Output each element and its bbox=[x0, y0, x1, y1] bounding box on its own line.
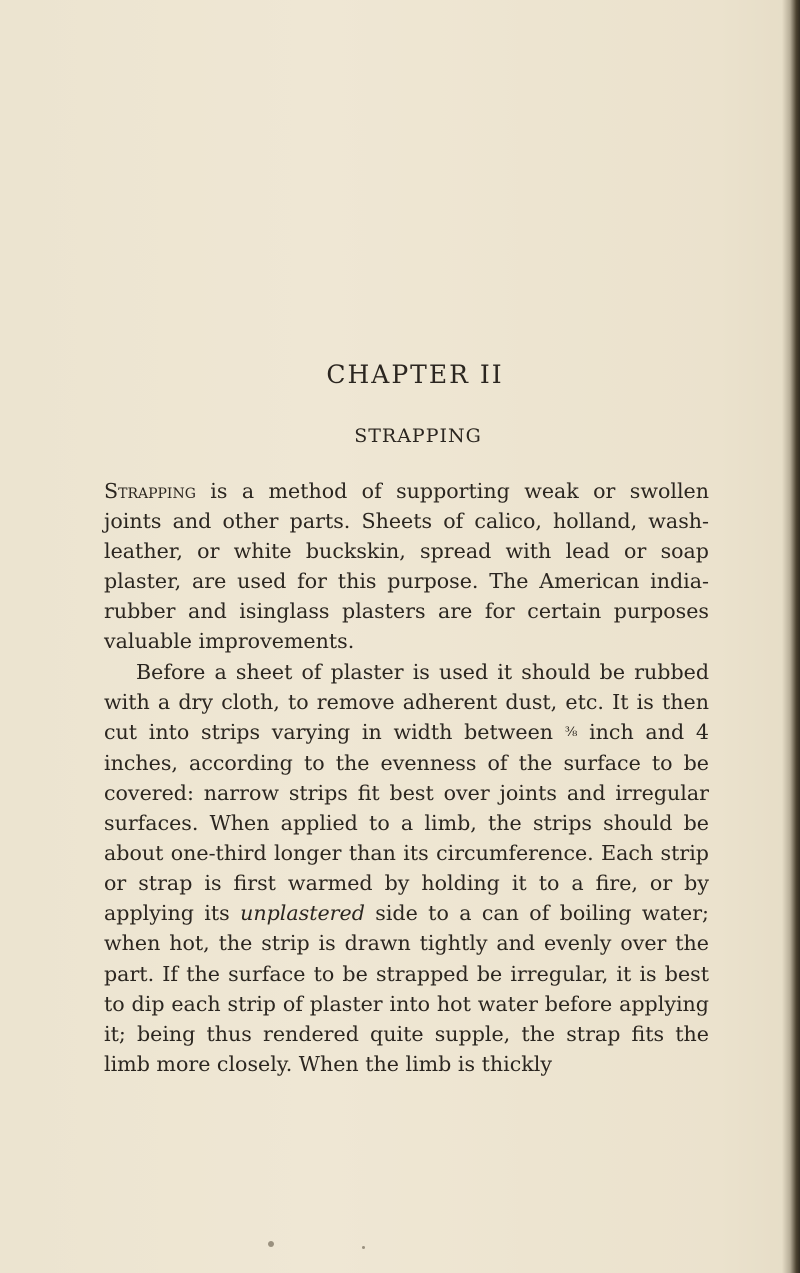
chapter-heading: CHAPTER II bbox=[326, 360, 504, 389]
print-speck bbox=[362, 1246, 365, 1249]
page-edge-shadow bbox=[782, 0, 800, 1273]
paragraph-2-part3: side to a can of boiling water; when hot, the strip is drawn tightly and evenly over the part. If the surface to be strapped be irregular, it is best to dip each strip of plaster into hot water before applying it; being thus rendered quite supple, the strap fits the limb more closely. When the limb is thickly bbox=[104, 901, 709, 1076]
paragraph-2-part2: inch and 4 inches, according to the evenness of the surface to be covered: narrow strips fit best over joints and irregular surfaces. When applied to a limb, the strips should be about one-third longer than its circumference. Each strip or strap is first warmed by holding it to a fire, or by applying its bbox=[104, 719, 709, 926]
paragraph-2-part1: Before a sheet of plaster is used it should be rubbed with a dry cloth, to remove adherent dust, etc. It is then cut into strips varying in width between bbox=[104, 659, 709, 744]
fraction: ⅜ bbox=[564, 724, 578, 740]
print-speck bbox=[268, 1241, 274, 1247]
lead-word: Strapping bbox=[104, 479, 196, 503]
paragraph-2 bbox=[104, 657, 709, 1079]
body-text bbox=[104, 476, 709, 1079]
section-heading: STRAPPING bbox=[354, 425, 482, 447]
italic-word: unplastered bbox=[240, 901, 365, 926]
paragraph-1-text: is a method of supporting weak or swollen joints and other parts. Sheets of calico, holland, wash-leather, or white buckskin, spread with lead or soap plaster, are used for this purpose. The American india-rubber and isinglass plasters are for certain purposes valuable improvements. bbox=[104, 479, 709, 654]
paragraph-1 bbox=[104, 476, 709, 657]
